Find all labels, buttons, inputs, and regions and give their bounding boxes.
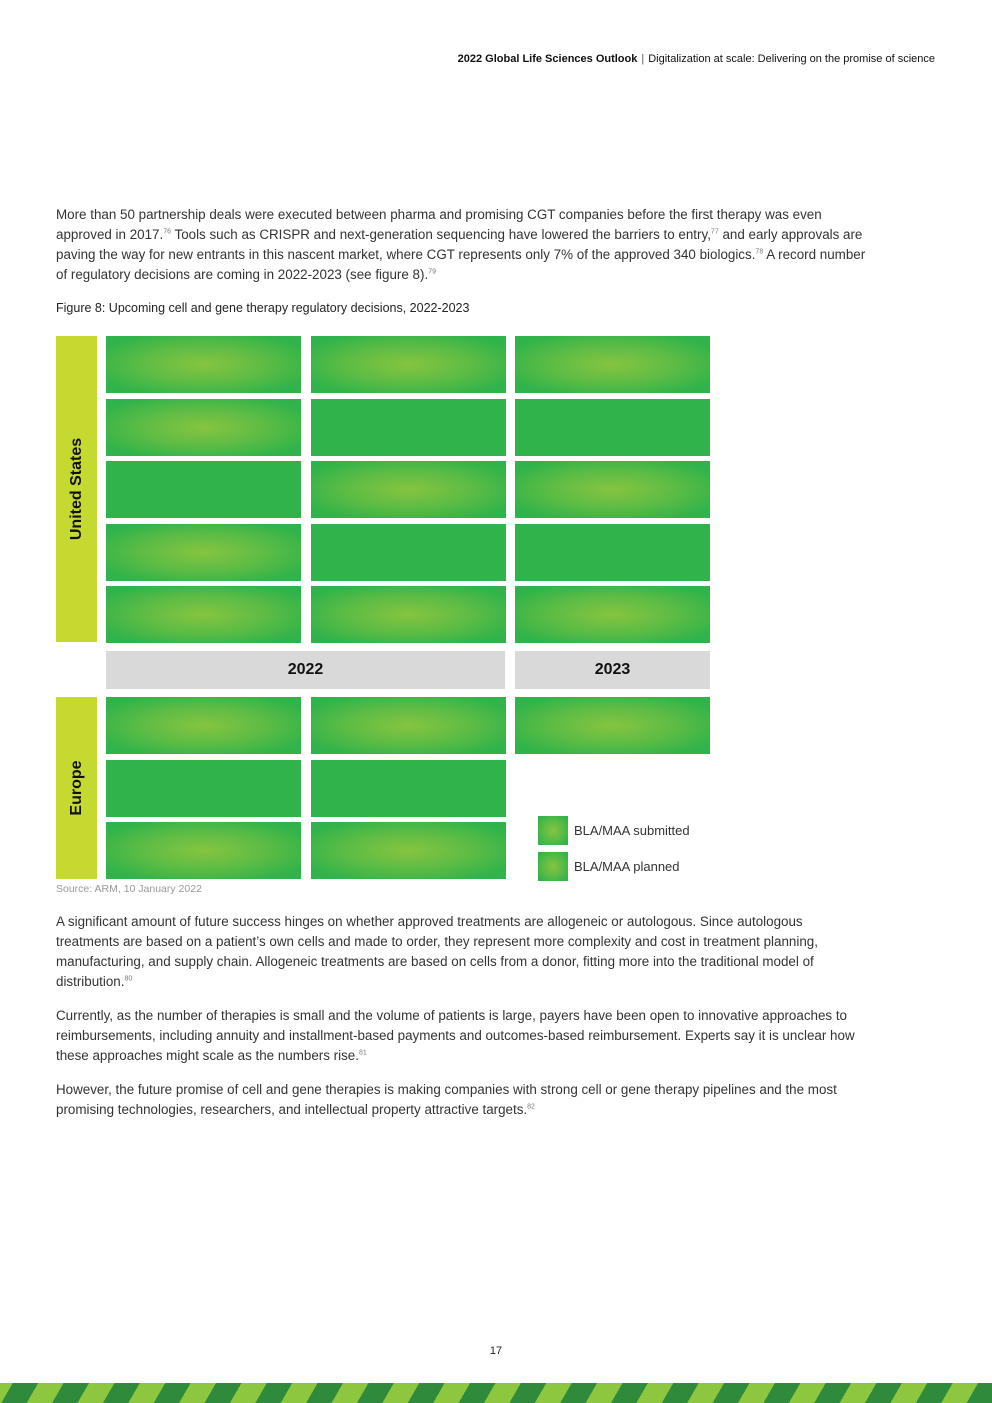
decision-cell-submitted: [515, 586, 710, 643]
decision-cell-submitted: [106, 822, 301, 879]
para4-text: However, the future promise of cell and gene therapies is making companies with strong cell or gene therapy pipelines and the most promising technologies, researchers, and intellectual property attractive targets.: [56, 1082, 837, 1117]
region-label-europe: Europe: [67, 760, 85, 816]
decision-cell-submitted: [515, 697, 710, 754]
footnote-ref-78: 78: [755, 248, 764, 256]
region-label-united-states: United States: [67, 437, 85, 541]
para1-text-3: and early approvals are paving the way for new entrants in this nascent market, where CGT represents only 7% of the approved 340 biologics.: [56, 227, 863, 262]
legend-planned-label: BLA/MAA planned: [574, 859, 680, 874]
legend-submitted-label: BLA/MAA submitted: [574, 823, 690, 838]
footnote-ref-77: 77: [710, 228, 719, 236]
figure-source: Source: ARM, 10 January 2022: [56, 883, 202, 895]
header-separator: |: [641, 53, 645, 65]
decision-cell-submitted: [311, 697, 506, 754]
decision-cell-planned: [311, 524, 506, 581]
intro-paragraph: [56, 205, 866, 285]
para3-text: Currently, as the number of therapies is small and the volume of patients is large, payers have been open to innovative approaches to reimbursements, including annuity and installment-based payments and outcomes-based reimbursement. Experts say it is unclear how these approaches might scale as the numbers rise.: [56, 1008, 855, 1063]
para1-text-2: Tools such as CRISPR and next-generation sequencing have lowered the barriers to entry,: [171, 227, 711, 242]
footer-stripe: [0, 1383, 992, 1403]
decision-cell-submitted: [106, 524, 301, 581]
legend-planned-swatch: [538, 852, 568, 881]
decision-cell-submitted: [106, 399, 301, 456]
figure-title: Figure 8: Upcoming cell and gene therapy regulatory decisions, 2022-2023: [56, 301, 470, 315]
decision-cell-submitted: [106, 586, 301, 643]
decision-cell-submitted: [311, 461, 506, 518]
running-header: [458, 53, 935, 65]
para2-text: A significant amount of future success hinges on whether approved treatments are allogeneic or autologous. Since autologous treatments are based on a patient’s own cells and made to order, they represent more complexity and cost in treatment planning, manufacturing, and supply chain. Allogeneic treatments are based on cells from a donor, fitting more into the traditional model of distribution.: [56, 914, 818, 989]
report-title: 2022 Global Life Sciences Outlook: [457, 53, 638, 65]
footnote-ref-79: 79: [428, 268, 436, 276]
body-paragraph-4: [56, 1080, 866, 1120]
footnote-ref-76: 76: [163, 228, 172, 236]
decision-cell-submitted: [311, 586, 506, 643]
para1-text-1: More than 50 partnership deals were executed between pharma and promising CGT companies before the first therapy was even approved in 2017.: [56, 207, 822, 242]
decision-cell-submitted: [311, 822, 506, 879]
body-paragraph-2: [56, 912, 866, 992]
legend-submitted: [538, 816, 690, 845]
decision-cell-planned: [106, 461, 301, 518]
year-band-2022: 2022: [106, 651, 505, 689]
footnote-ref-80: 80: [124, 975, 133, 983]
decision-cell-planned: [515, 399, 710, 456]
report-subtitle: Digitalization at scale: Delivering on the promise of science: [648, 53, 935, 65]
footnote-ref-82: 82: [527, 1103, 535, 1111]
decision-cell-planned: [311, 760, 506, 817]
region-bar-united-states: [56, 336, 97, 642]
legend-submitted-swatch: [538, 816, 568, 845]
body-paragraph-3: [56, 1006, 866, 1066]
year-band-2023: 2023: [515, 651, 710, 689]
decision-cell-submitted: [515, 336, 710, 393]
decision-cell-planned: [515, 524, 710, 581]
decision-cell-planned: [106, 760, 301, 817]
footnote-ref-81: 81: [358, 1049, 367, 1057]
decision-cell-submitted: [311, 336, 506, 393]
decision-cell-submitted: [515, 461, 710, 518]
region-bar-europe: [56, 697, 97, 879]
page-number: 17: [489, 1345, 503, 1357]
legend-planned: [538, 852, 680, 881]
para1-text-4: A record number of regulatory decisions are coming in 2022-2023 (see figure 8).: [56, 247, 866, 282]
decision-cell-submitted: [106, 697, 301, 754]
decision-cell-submitted: [106, 336, 301, 393]
decision-cell-planned: [311, 399, 506, 456]
